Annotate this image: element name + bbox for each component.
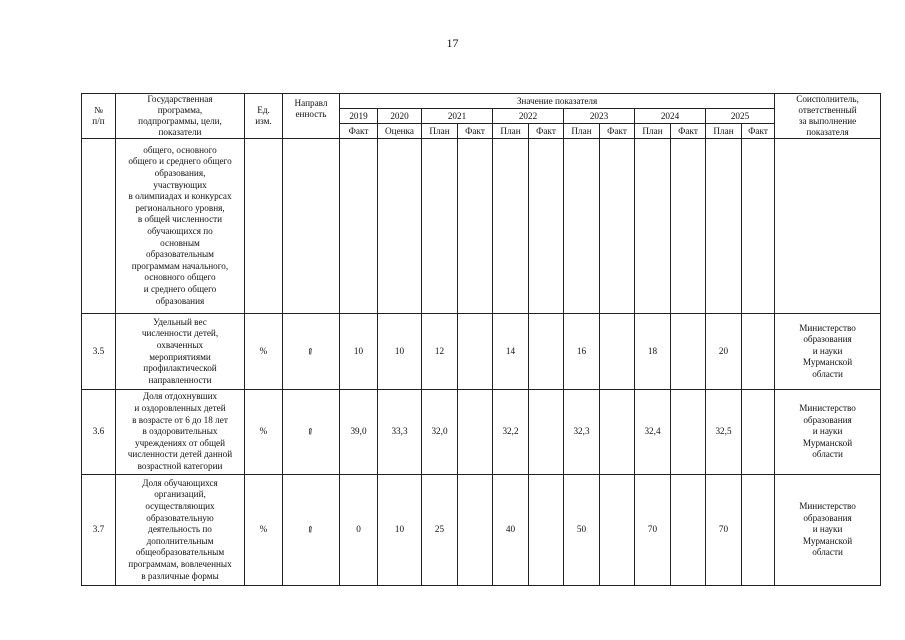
header-subcol: Факт — [340, 124, 378, 139]
indicator-name-line: численности детей, — [141, 328, 219, 339]
row-value: 40 — [493, 475, 529, 586]
indicator-name-line: учреждениях от общей — [134, 437, 226, 448]
row-value: 39,0 — [340, 390, 378, 475]
row-unit — [245, 139, 283, 314]
header-year: 2019 — [340, 109, 378, 124]
indicator-name-line: общего, основного — [143, 144, 217, 155]
row-value: 50 — [564, 475, 600, 586]
row-value — [529, 475, 564, 586]
table-row — [82, 314, 881, 390]
header-year: 2021 — [422, 109, 493, 124]
indicator-name-line: профилактической — [143, 363, 217, 374]
row-indicator-name — [116, 475, 245, 586]
page-number: 17 — [446, 36, 459, 50]
row-value — [600, 390, 635, 475]
direction-up-arrow-icon: ⇗ — [304, 344, 317, 358]
indicator-name-line: Доля отдохнувших — [142, 391, 218, 402]
row-value — [706, 139, 742, 314]
row-value — [635, 139, 671, 314]
row-direction — [283, 390, 340, 475]
indicator-name-line: участвующих — [153, 179, 207, 190]
row-value — [671, 139, 706, 314]
header-subcol: План — [493, 124, 529, 139]
header-year: 2024 — [635, 109, 706, 124]
row-responsible: Министерство образования и науки Мурманской области — [775, 314, 881, 390]
table-row — [82, 139, 881, 314]
indicator-name-line: образования — [155, 295, 205, 306]
row-value — [378, 139, 422, 314]
indicator-name-line: Удельный вес — [153, 316, 207, 327]
header-subcol: План — [706, 124, 742, 139]
row-value — [600, 139, 635, 314]
row-direction — [283, 139, 340, 314]
row-value: 10 — [378, 314, 422, 390]
indicator-name-line: осуществляющих — [145, 501, 215, 512]
row-value — [340, 139, 378, 314]
header-subcol: Оценка — [378, 124, 422, 139]
direction-up-arrow-icon: ⇗ — [304, 523, 317, 536]
indicator-name-line: образовательную — [146, 512, 214, 523]
row-value — [742, 390, 775, 475]
row-value — [493, 139, 529, 314]
direction-up-arrow-icon: ⇗ — [304, 425, 317, 438]
row-responsible: Министерство образования и науки Мурманской области — [775, 390, 881, 475]
row-value: 16 — [564, 314, 600, 390]
row-direction — [283, 475, 340, 586]
table-row — [82, 475, 881, 586]
row-value — [564, 139, 600, 314]
row-value: 18 — [635, 314, 671, 390]
indicator-name-line: возрастной категории — [137, 460, 223, 471]
header-subcol: План — [422, 124, 458, 139]
row-value: 25 — [422, 475, 458, 586]
row-num: 3.5 — [82, 314, 116, 390]
row-value: 20 — [706, 314, 742, 390]
row-value: 32,2 — [493, 390, 529, 475]
table-row — [82, 390, 881, 475]
indicator-name-line: в возрасте от 6 до 18 лет — [132, 414, 228, 425]
indicator-name-line: и оздоровленных детей — [134, 403, 226, 414]
header-subcol: План — [564, 124, 600, 139]
indicator-name-line: в олимпиадах и конкурсах — [128, 191, 232, 202]
header-unit: Ед. изм. — [245, 94, 283, 139]
indicator-name-line: и среднего общего — [143, 283, 217, 294]
header-subcol: Факт — [458, 124, 493, 139]
row-value — [671, 475, 706, 586]
header-value-group: Значение показателя — [340, 94, 775, 109]
indicator-name-line: программам начального, — [131, 260, 229, 271]
row-direction — [283, 314, 340, 390]
indicator-name-line: деятельность по — [148, 524, 212, 535]
row-value: 10 — [340, 314, 378, 390]
header-year: 2025 — [706, 109, 775, 124]
indicator-name-line: программам, вовлеченных — [128, 558, 232, 569]
indicator-name-line: в оздоровительных — [142, 426, 218, 437]
row-value: 14 — [493, 314, 529, 390]
indicator-name-line: численности детей данной — [127, 449, 233, 460]
row-num: 3.7 — [82, 475, 116, 586]
row-value — [458, 139, 493, 314]
row-value: 70 — [635, 475, 671, 586]
row-indicator-name — [116, 390, 245, 475]
row-value — [600, 475, 635, 586]
indicator-name-line: дополнительным — [146, 535, 214, 546]
row-value — [742, 139, 775, 314]
row-value: 70 — [706, 475, 742, 586]
header-year: 2023 — [564, 109, 635, 124]
indicator-name-line: в различные формы — [141, 570, 219, 581]
indicator-name-line: образования, — [154, 168, 206, 179]
row-indicator-name — [116, 314, 245, 390]
row-value — [742, 314, 775, 390]
row-value — [458, 390, 493, 475]
row-value — [458, 475, 493, 586]
row-value — [742, 475, 775, 586]
indicator-name-line: основного общего — [144, 272, 216, 283]
header-year: 2020 — [378, 109, 422, 124]
row-unit: % — [245, 475, 283, 586]
row-value: 0 — [340, 475, 378, 586]
row-unit: % — [245, 314, 283, 390]
row-value — [600, 314, 635, 390]
row-unit: % — [245, 390, 283, 475]
row-value — [422, 139, 458, 314]
row-value: 32,5 — [706, 390, 742, 475]
header-direction: Направл енность — [283, 94, 340, 139]
header-subcol: Факт — [529, 124, 564, 139]
row-value: 10 — [378, 475, 422, 586]
indicator-table — [81, 93, 881, 586]
row-value — [529, 314, 564, 390]
header-subcol: План — [635, 124, 671, 139]
indicator-name-line: основным — [160, 237, 200, 248]
row-value — [529, 390, 564, 475]
row-value: 32,0 — [422, 390, 458, 475]
indicator-name-line: в общей численности — [137, 214, 223, 225]
indicator-name-line: общеобразовательным — [135, 547, 225, 558]
row-num: 3.6 — [82, 390, 116, 475]
header-program: Государственная программа, подпрограммы, цели, показатели — [116, 94, 245, 139]
header-subcol: Факт — [600, 124, 635, 139]
indicator-name-line: направленности — [148, 374, 212, 385]
row-value — [671, 390, 706, 475]
header-subcol: Факт — [742, 124, 775, 139]
header-num: № п/п — [82, 94, 116, 139]
row-value: 12 — [422, 314, 458, 390]
row-responsible — [775, 139, 881, 314]
row-indicator-name — [116, 139, 245, 314]
header-responsible: Соисполнитель, ответственный за выполнение показателя — [775, 94, 881, 139]
row-value — [529, 139, 564, 314]
row-value — [458, 314, 493, 390]
row-value: 33,3 — [378, 390, 422, 475]
indicator-name-line: образовательным — [146, 249, 214, 260]
indicator-name-line: Доля обучающихся — [142, 477, 218, 488]
row-num — [82, 139, 116, 314]
row-responsible: Министерство образования и науки Мурманской области — [775, 475, 881, 586]
indicator-name-line: обучающихся по — [147, 226, 213, 236]
header-subcol: Факт — [671, 124, 706, 139]
indicator-name-line: общего и среднего общего — [128, 156, 232, 167]
row-value: 32,3 — [564, 390, 600, 475]
header-year: 2022 — [493, 109, 564, 124]
indicator-name-line: организаций, — [154, 489, 206, 500]
indicator-name-line: мероприятиями — [149, 351, 211, 362]
indicator-name-line: регионального уровня, — [135, 202, 225, 213]
indicator-name-line: охваченных — [156, 339, 204, 350]
row-value — [671, 314, 706, 390]
row-value: 32,4 — [635, 390, 671, 475]
